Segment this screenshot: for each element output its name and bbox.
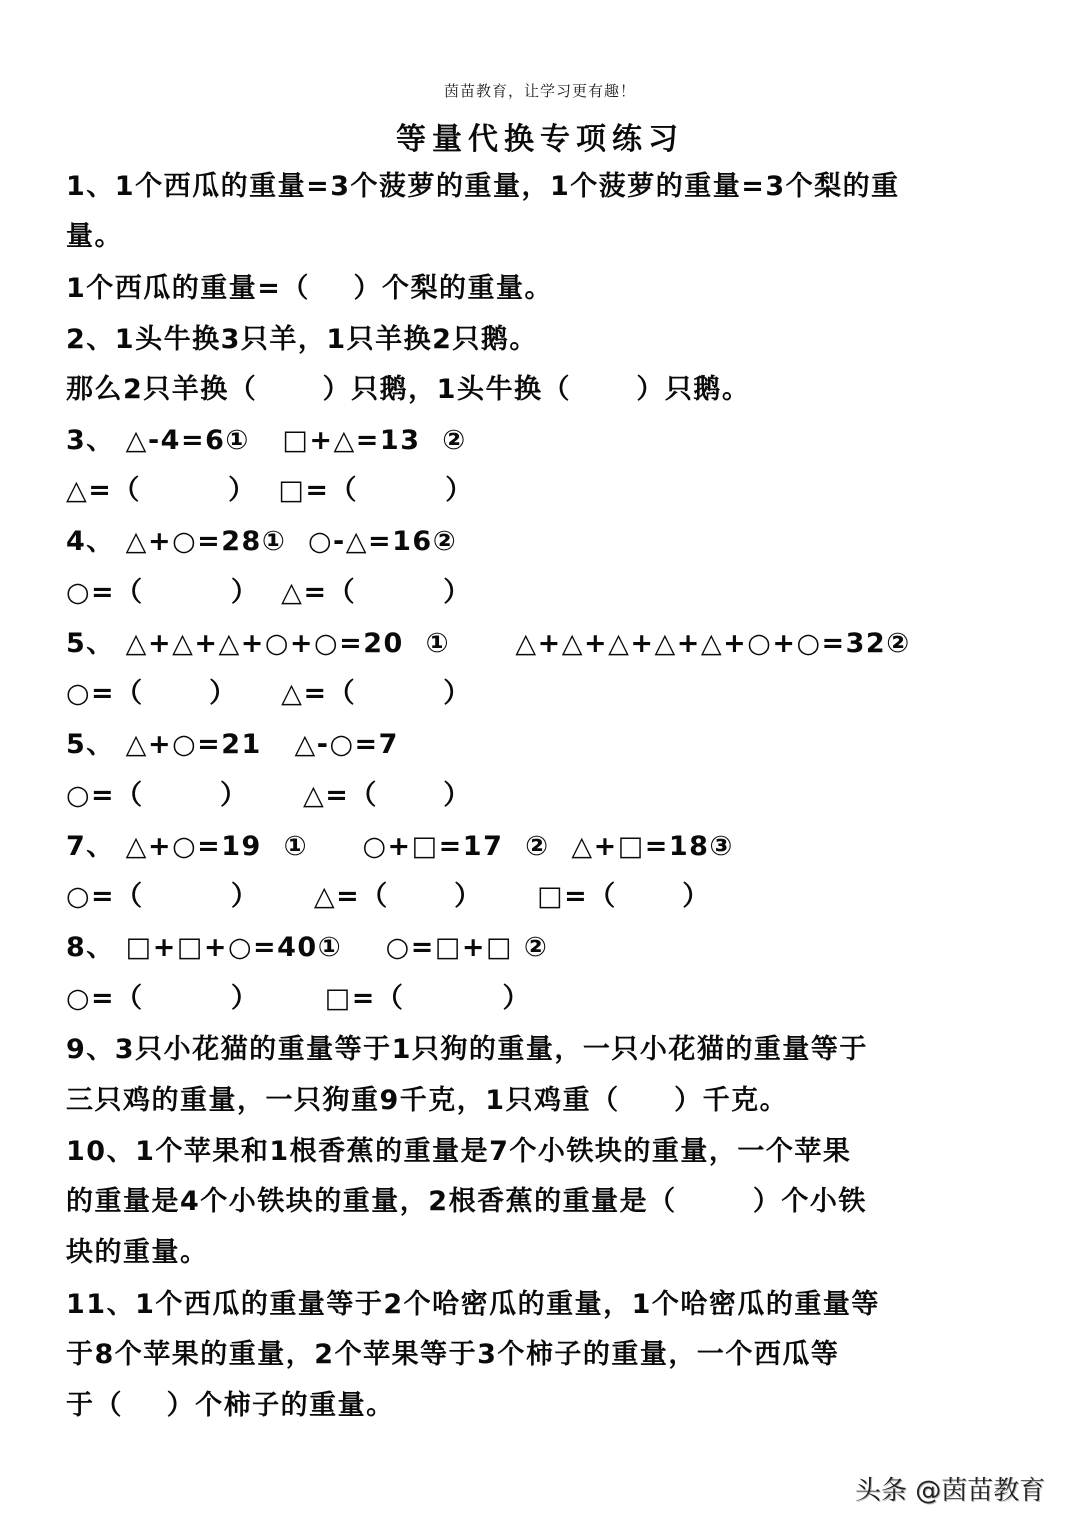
problem-line: 于8个苹果的重量，2个苹果等于3个柿子的重量，一个西瓜等 — [66, 1339, 840, 1370]
answer-line: ○=（ ） △=（ ） □=（ ） — [66, 881, 711, 912]
watermark: 头条 @茵苗教育 — [855, 1476, 1046, 1506]
equation-line: 7、 △+○=19 ① ○+□=17 ② △+□=18③ — [66, 831, 734, 862]
answer-line: ○=（ ） △=（ ） — [66, 678, 472, 709]
problem-line: 的重量是4个小铁块的重量，2根香蕉的重量是（ ）个小铁 — [66, 1186, 867, 1217]
problem-line: 于（ ）个柿子的重量。 — [66, 1390, 395, 1421]
equation-line: 5、 △+△+△+○+○=20 ① △+△+△+△+△+○+○=32② — [66, 628, 911, 659]
equation-line: 5、 △+○=21 △-○=7 — [66, 729, 399, 760]
answer-line: ○=（ ） △=（ ） — [66, 780, 472, 811]
answer-line: △=（ ） □=（ ） — [66, 475, 474, 506]
equation-line: 8、 □+□+○=40① ○=□+□ ② — [66, 932, 549, 963]
problem-line: 11、1个西瓜的重量等于2个哈密瓜的重量，1个哈密瓜的重量等 — [66, 1289, 880, 1320]
answer-line: ○=（ ） △=（ ） — [66, 577, 472, 608]
problem-line: 1、1个西瓜的重量=3个菠萝的重量，1个菠萝的重量=3个梨的重 — [66, 171, 900, 202]
problem-line: 三只鸡的重量，一只狗重9千克，1只鸡重（ ）千克。 — [66, 1085, 789, 1116]
page-title: 等量代换专项练习 — [396, 122, 684, 157]
problem-line: 块的重量。 — [66, 1237, 209, 1268]
equation-line: 3、 △-4=6① □+△=13 ② — [66, 425, 467, 456]
equation-line: 4、 △+○=28① ○-△=16② — [66, 526, 458, 557]
answer-line: ○=（ ） □=（ ） — [66, 983, 532, 1014]
problem-line: 10、1个苹果和1根香蕉的重量是7个小铁块的重量，一个苹果 — [66, 1136, 852, 1167]
header-slogan: 茵苗教育，让学习更有趣！ — [443, 82, 636, 100]
problem-line: 9、3只小花猫的重量等于1只狗的重量，一只小花猫的重量等于 — [66, 1034, 868, 1065]
problem-line: 1个西瓜的重量=（ ）个梨的重量。 — [66, 273, 554, 304]
problem-line: 量。 — [66, 221, 123, 252]
problem-line: 那么2只羊换（ ）只鹅，1头牛换（ ）只鹅。 — [66, 374, 751, 405]
problem-line: 2、1头牛换3只羊，1只羊换2只鹅。 — [66, 324, 538, 355]
